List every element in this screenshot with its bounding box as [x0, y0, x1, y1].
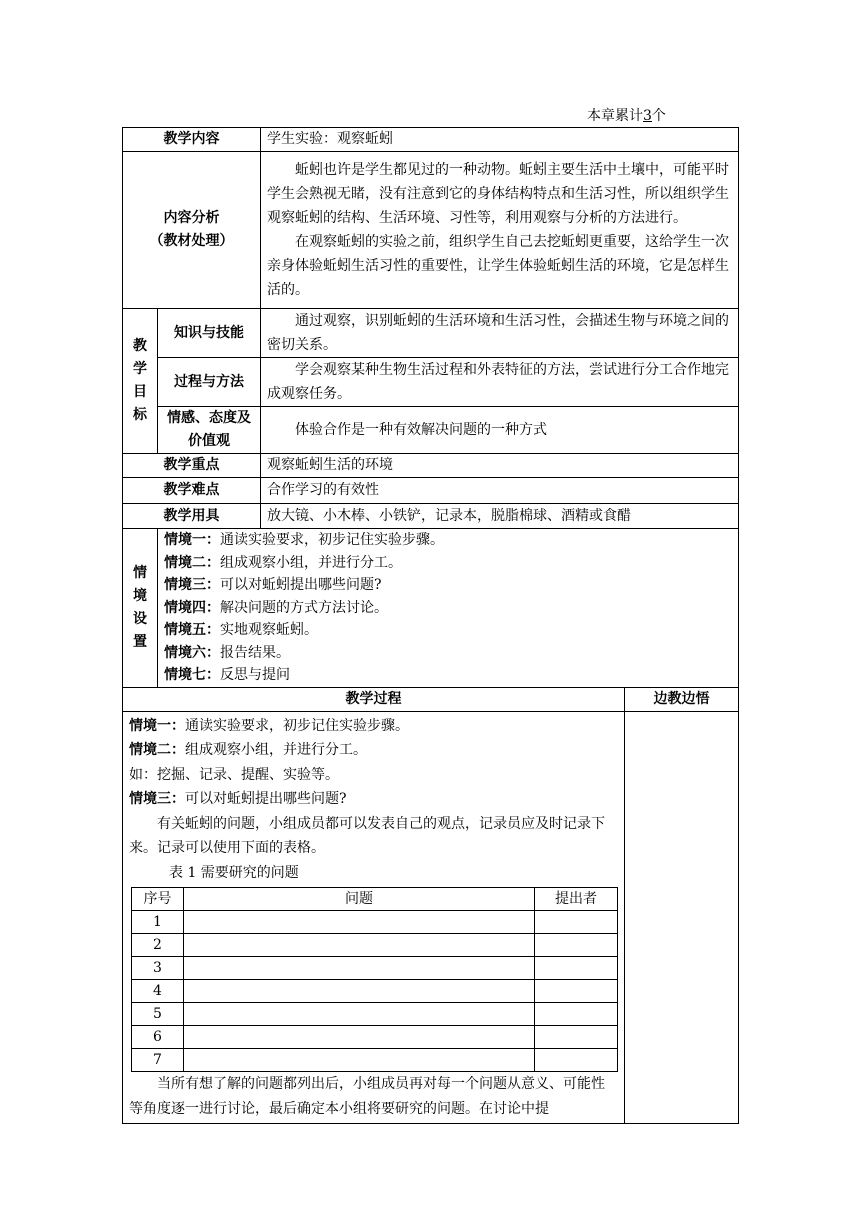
process-body-row [123, 711, 739, 1124]
table-row: 3 [132, 957, 618, 980]
side-notes-header: 边教边悟 [625, 687, 739, 711]
process-para2: 当所有想了解的问题都列出后，小组成员再对每一个问题从意义、可能性等角度逐一进行讨论，最后确定本小组将要研究的问题。在讨论中提 [129, 1076, 605, 1117]
situation-item: 情境一：通读实验要求，初步记住实验步骤。 [164, 532, 444, 548]
emotion-text: 体验合作是一种有效解决问题的一种方式 [261, 407, 739, 454]
difficulty-label: 教学难点 [123, 478, 261, 504]
difficulty-row [123, 478, 739, 504]
analysis-row [123, 152, 739, 309]
situation-item: 情境三：可以对蚯蚓提出哪些问题? [164, 577, 382, 593]
knowledge-label: 知识与技能 [158, 309, 261, 358]
process-s1: 情境一：通读实验要求，初步记住实验步骤。 [129, 717, 409, 734]
content-value: 学生实验：观察蚯蚓 [261, 128, 739, 152]
goal-emotion-row [123, 407, 739, 454]
table-row: 7 [132, 1049, 618, 1072]
questions-table [131, 887, 618, 1072]
tally-count: 3 [643, 108, 652, 124]
goals-label: 教 学 目 标 [123, 309, 158, 454]
tools-label: 教学用具 [123, 504, 261, 529]
process-s3: 情境三：可以对蚯蚓提出哪些问题? [129, 791, 347, 807]
process-header-row [123, 687, 739, 711]
header-proposer: 提出者 [535, 888, 618, 911]
process-header: 教学过程 [123, 687, 625, 711]
table-row: 4 [132, 980, 618, 1003]
process-example: 如：挖掘、记录、提醒、实验等。 [129, 766, 339, 783]
emotion-label: 情感、态度及 价值观 [158, 407, 261, 454]
situation-item: 情境五：实地观察蚯蚓。 [164, 622, 318, 638]
situation-item: 情境七：反思与提问 [164, 667, 290, 683]
analysis-label: 内容分析 （教材处理） [123, 152, 261, 309]
difficulty-value: 合作学习的有效性 [261, 478, 739, 504]
focus-label: 教学重点 [123, 454, 261, 478]
process-text: 学会观察某种生物生活过程和外表特征的方法，尝试进行分工合作地完成观察任务。 [261, 358, 739, 407]
chapter-tally: 本章累计3个 [587, 108, 666, 124]
focus-value: 观察蚯蚓生活的环境 [261, 454, 739, 478]
process-body [123, 711, 625, 1124]
table-row: 2 [132, 934, 618, 957]
focus-row [123, 454, 739, 478]
process-s2: 情境二：组成观察小组，并进行分工。 [129, 742, 367, 758]
side-notes-column [625, 711, 739, 1124]
header-question: 问题 [184, 888, 535, 911]
table-row: 1 [132, 911, 618, 934]
questions-header-row [132, 888, 618, 911]
knowledge-text: 通过观察，识别蚯蚓的生活环境和生活习性，会描述生物与环境之间的密切关系。 [261, 309, 739, 358]
situations-list [158, 529, 739, 688]
situation-item: 情境四：解决问题的方式方法讨论。 [164, 599, 388, 616]
table-row: 5 [132, 1003, 618, 1026]
goal-knowledge-row [123, 309, 739, 358]
tools-value: 放大镜、小木棒、小铁铲，记录本，脱脂棉球、酒精或食醋 [261, 504, 739, 529]
process-label: 过程与方法 [158, 358, 261, 407]
analysis-text: 蚯蚓也许是学生都见过的一种动物。蚯蚓主要生活中土壤中，可能平时学生会熟视无睹，没有注意到它的身体结构特点和生活习性，所以组织学生观察蚯蚓的结构、生活环境、习性等，利用观察与分析的方法进行。 在观察蚯蚓的实验之前，组织学生自己去挖蚯蚓更重要，这给学生一次亲身体验蚯蚓生活习性的重要性，让学生体验蚯蚓生活的环境，它是怎样生活的。 [261, 152, 739, 309]
lesson-plan-table [122, 127, 739, 1124]
header-number: 序号 [132, 888, 184, 911]
situations-row [123, 529, 739, 688]
goal-process-row [123, 358, 739, 407]
content-label: 教学内容 [123, 128, 261, 152]
table-row: 6 [132, 1026, 618, 1049]
tools-row [123, 504, 739, 529]
content-row [123, 128, 739, 152]
situations-label: 情 境 设 置 [123, 529, 158, 688]
table-caption: 表 1 需要研究的问题 [169, 864, 299, 881]
situation-item: 情境二：组成观察小组，并进行分工。 [164, 554, 402, 571]
process-para1: 有关蚯蚓的问题，小组成员都可以发表自己的观点，记录员应及时记录下来。记录可以使用下面的表格。 [129, 815, 605, 856]
situation-item: 情境六：报告结果。 [164, 644, 290, 661]
